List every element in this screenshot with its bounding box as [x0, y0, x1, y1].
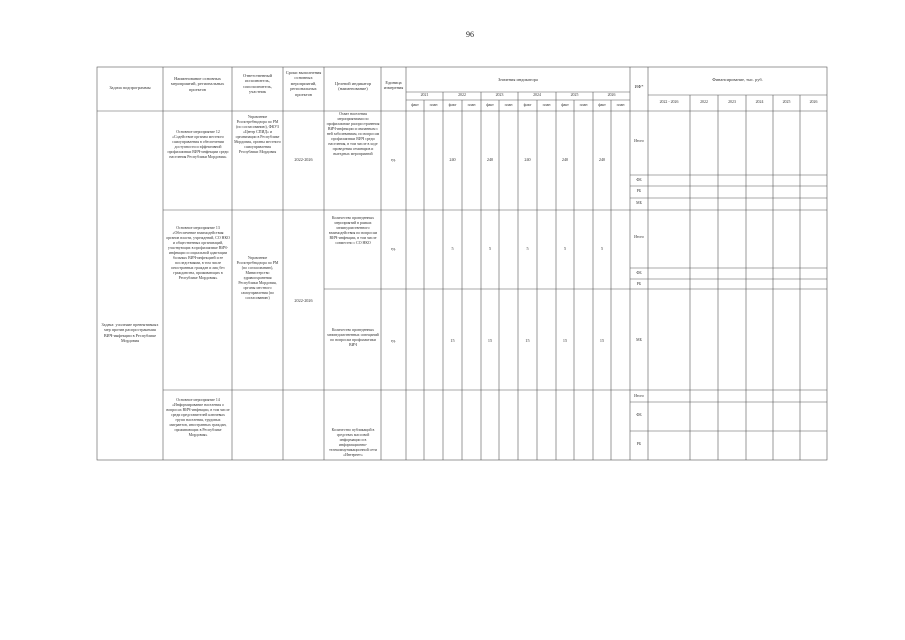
finance-year-label: 2026 [809, 100, 818, 104]
indicator-text: Количество публикаций в средствах массовой информации и в информационно-телекоммуникационной сети «Интернет» [329, 428, 377, 457]
unit-text: ед. [391, 246, 396, 251]
source-label: РБ [636, 189, 642, 193]
value-cell: 240 [561, 157, 569, 162]
measure-text: Основное мероприятие 13 «Обеспечение взаимодействия органов власти, учреждений, СО НКО и общественных организаций, участвующих в профилактике ВИЧ-инфекции и социальной адаптации больных ВИЧ-инфекцией и ее последствиями, в том числе иностранных граждан и лиц без гражданства, проживающих в Республике Мордовия» [166, 226, 230, 280]
year-label: 2023 [495, 93, 504, 97]
indicator-text: Охват населения мероприятиями по профилактике распространения ВИЧ-инфекции и связанным с ней заболеваниям, по вопросам профилактики ВИЧ среди населения, в том числе в ходе проведения семинаров и выездных мероприятий [326, 112, 380, 156]
measure-text: Основное мероприятие 14 «Информирование населения о вопросах ВИЧ-инфекции, в том числе среди представителей ключевых групп населения, трудовых мигрантов, иностранных граждан, проживающих в Республике Мордовия» [166, 398, 230, 437]
value-cell: 5 [451, 246, 454, 251]
source-label: МБ [636, 201, 642, 205]
source-label: Итого [634, 139, 644, 143]
value-cell: 15 [450, 338, 455, 343]
value-cell: 240 [486, 157, 494, 162]
measure-text: Основное мероприятие 12 «Содействие органам местного самоуправления в обеспечении доступности и эффективной профилактики ВИЧ-инфекции среди населения Республики Мордовия» [167, 130, 229, 159]
finance-year-label: 2022 [700, 100, 708, 104]
finance-year-label: 2022 - 2026 [659, 100, 679, 104]
finance-year-label: 2025 [782, 100, 791, 104]
value-cell: 15 [562, 338, 568, 343]
value-cell: 5 [563, 246, 567, 251]
unit-text: ед. [391, 338, 396, 343]
header-values: Значения индикатора [498, 77, 538, 82]
plan-label: план [467, 103, 476, 107]
value-cell: 240 [524, 157, 531, 162]
unit-text: ед. [391, 157, 396, 162]
value-cell: 15 [487, 338, 493, 343]
year-label: 2026 [607, 93, 616, 97]
finance-year-label: 2024 [755, 100, 764, 104]
header-unit: Единица измерения [383, 80, 404, 91]
value-cell: 240 [449, 157, 456, 162]
year-label: 2025 [570, 93, 579, 97]
header-responsible: Ответственный исполнитель, соисполнитель, участник [243, 73, 272, 95]
year-label: 2024 [533, 93, 541, 97]
header-task: Задача подпрограммы [109, 85, 151, 90]
source-label: РБ [636, 282, 642, 286]
responsible-text: Управление Роспотребнадзора по РМ (по согласованию), ФКУЗ «Центр СПИД» и организации в Республике Мордовия, органы местного самоуправления Республики Мордовия [234, 115, 281, 154]
year-label: 2022 [458, 93, 466, 97]
source-label: МБ [636, 338, 642, 342]
source-label: Итого [634, 394, 644, 398]
plan-label: план [504, 103, 513, 107]
responsible-text: Управление Роспотребнадзора по РМ (по согласованию), Министерство здравоохранения Республики Мордовия, органы местного самоуправления (по согласованию) [236, 256, 279, 300]
source-label: ФБ [636, 271, 642, 275]
source-label: Итого [634, 235, 644, 239]
page-number: 96 [466, 30, 474, 39]
year-label: 2021 [420, 93, 429, 97]
fact-label: факт [486, 103, 494, 107]
finance-year-label: 2023 [728, 100, 736, 104]
source-label: ФБ [636, 413, 642, 417]
deadline-text: 2022-2026 [294, 157, 313, 162]
header-measures: Наименование основных мероприятий, региональных проектов [170, 76, 225, 92]
source-label: РБ [636, 442, 642, 446]
header-deadlines: Сроки выполнения основных мероприятий, региональных проектов [285, 70, 322, 97]
task-text: Задача: усиление превентивных мер против распространения ВИЧ-инфекции в Республике Мордовия [101, 322, 159, 344]
fact-label: факт [448, 103, 457, 107]
source-label: ФБ [636, 178, 642, 182]
value-cell: 240 [598, 157, 606, 162]
header-source: ИФ* [634, 84, 644, 89]
value-cell: 15 [525, 338, 530, 343]
value-cell: 5 [526, 246, 529, 251]
plan-label: план [429, 103, 438, 107]
fact-label: факт [598, 103, 606, 107]
plan-label: план [616, 103, 625, 107]
indicator-text: Количество проведенных мероприятий в рамках межведомственного взаимодействия по вопросам ВИЧ-инфекции, в том числе совместно с СО НКО [328, 216, 378, 245]
fact-label: факт [411, 103, 419, 107]
plan-label: план [542, 103, 551, 107]
value-cell: 15 [599, 338, 605, 343]
header-indicator: Целевой индикатор (наименование) [334, 81, 372, 92]
value-cell: 5 [488, 246, 492, 251]
deadline-text: 2022-2026 [294, 298, 313, 303]
fact-label: факт [561, 103, 569, 107]
plan-label: план [579, 103, 588, 107]
fact-label: факт [523, 103, 532, 107]
indicator-text: Количество проведенных межведомственных совещаний по вопросам профилактики ВИЧ [327, 328, 379, 347]
header-finance: Финансирование, тыс. руб. [712, 77, 763, 82]
value-cell: 5 [600, 246, 604, 251]
